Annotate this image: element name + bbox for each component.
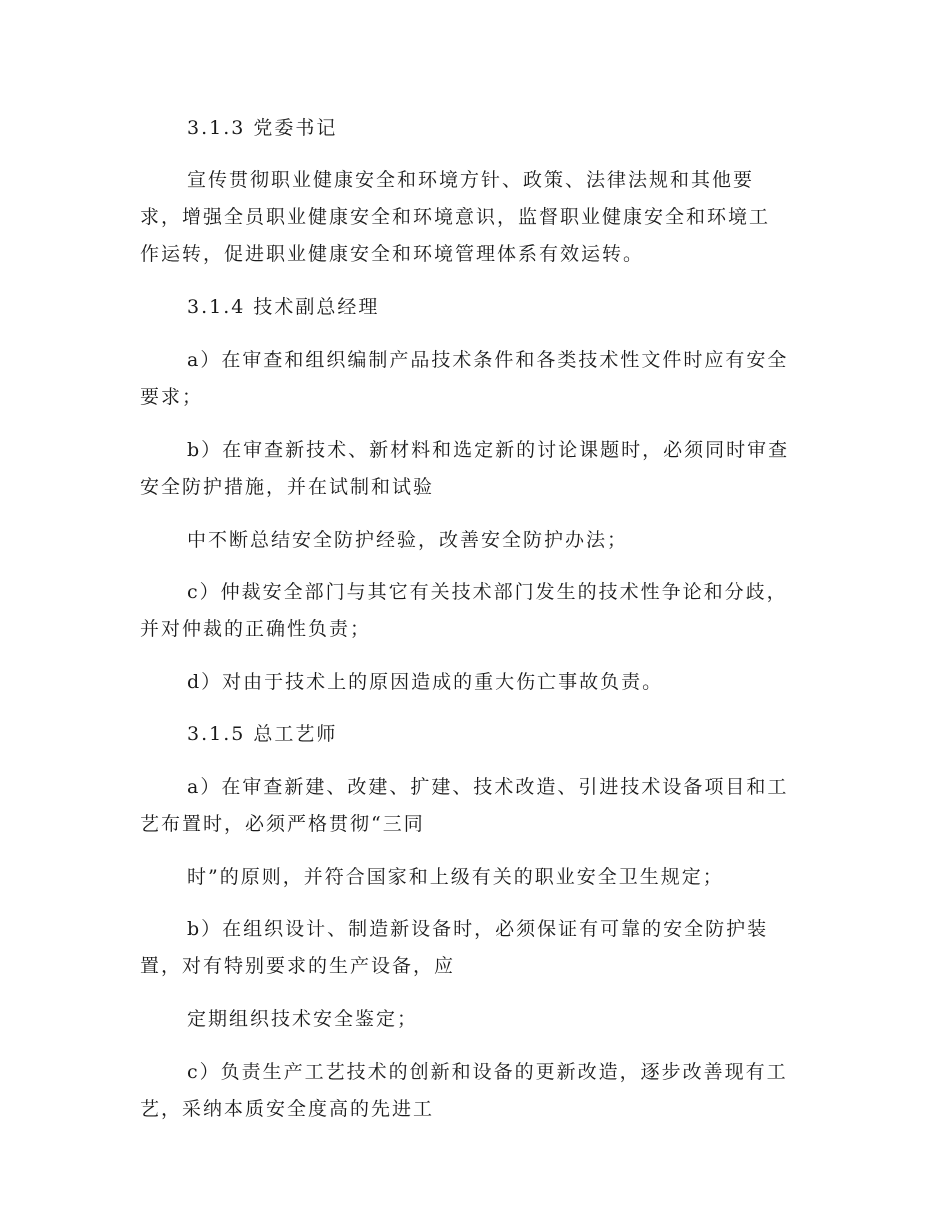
paragraph-line: 安全防护措施，并在试制和试验 [140, 476, 435, 498]
paragraph-line: 艺布置时，必须严格贯彻“三同 [140, 813, 425, 835]
heading-3-1-3: 3.1.3 党委书记 [187, 117, 338, 139]
paragraph-line: c）仲裁安全部门与其它有关技术部门发生的技术性争论和分歧， [187, 581, 788, 603]
heading-3-1-4: 3.1.4 技术副总经理 [187, 296, 380, 318]
heading-3-1-5: 3.1.5 总工艺师 [187, 723, 338, 745]
paragraph-line: 要求； [140, 386, 204, 408]
paragraph-line: b）在审查新技术、新材料和选定新的讨论课题时，必须同时审查 [187, 439, 790, 461]
paragraph-line: 作运转，促进职业健康安全和环境管理体系有效运转。 [140, 243, 645, 265]
paragraph-line: a）在审查新建、改建、扩建、技术改造、引进技术设备项目和工 [187, 776, 789, 798]
paragraph-line: 宣传贯彻职业健康安全和环境方针、政策、法律法规和其他要 [187, 169, 755, 191]
paragraph-line: 并对仲裁的正确性负责； [140, 618, 372, 640]
paragraph-line: a）在审查和组织编制产品技术条件和各类技术性文件时应有安全 [187, 349, 789, 371]
paragraph-line: 艺，采纳本质安全度高的先进工 [140, 1098, 435, 1120]
paragraph-line: 定期组织技术安全鉴定； [187, 1008, 419, 1030]
paragraph-line: d）对由于技术上的原因造成的重大伤亡事故负责。 [187, 671, 664, 693]
paragraph-line: 时”的原则，并符合国家和上级有关的职业安全卫生规定； [187, 866, 724, 888]
paragraph-line: 置，对有特别要求的生产设备，应 [140, 955, 456, 977]
paragraph-line: 求，增强全员职业健康安全和环境意识，监督职业健康安全和环境工 [140, 206, 771, 228]
paragraph-line: b）在组织设计、制造新设备时，必须保证有可靠的安全防护装 [187, 918, 769, 940]
paragraph-line: c）负责生产工艺技术的创新和设备的更新改造，逐步改善现有工 [187, 1061, 788, 1083]
paragraph-line: 中不断总结安全防护经验，改善安全防护办法； [187, 529, 629, 551]
